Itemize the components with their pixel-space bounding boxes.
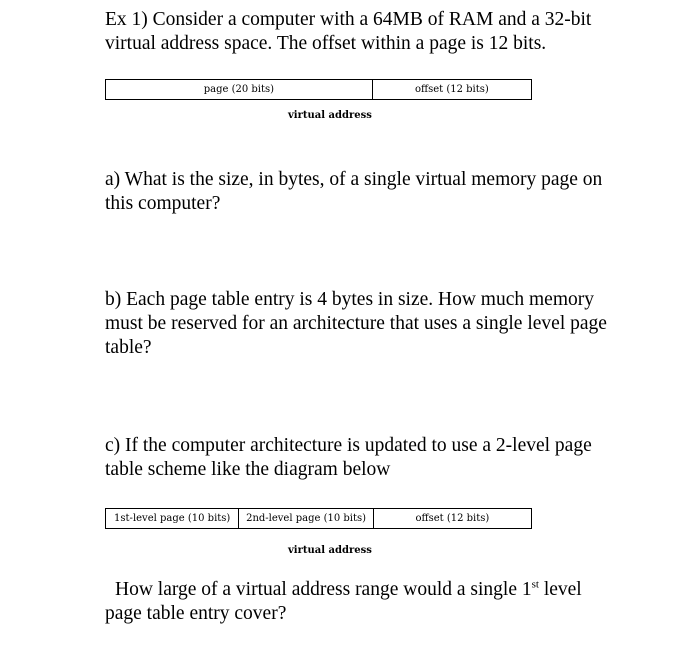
question-c: c) If the computer architecture is updated to use a 2-level page table scheme like the diagram below [105,435,592,480]
two-level-address-diagram [105,508,532,529]
page-field: page (20 bits) [106,80,373,99]
diagram-caption: virtual address [288,545,372,556]
question-c-followup [105,578,605,626]
first-level-page-field: 1st-level page (10 bits) [106,509,239,528]
question-b: b) Each page table entry is 4 bytes in size. How much memory must be reserved for an architecture that uses a single level page table? [105,289,607,358]
diagram-caption: virtual address [288,110,372,121]
second-level-page-field: 2nd-level page (10 bits) [239,509,373,528]
question-text: How large of a virtual address range would a single 1 [115,579,532,600]
question-text-end: level page table entry cover? [105,579,582,624]
question-a: a) What is the size, in bytes, of a single virtual memory page on this computer? [105,169,603,214]
intro-text: Ex 1) Consider a computer with a 64MB of RAM and a 32-bit virtual address space. The offset within a page is 12 bits. [105,9,592,54]
ordinal-superscript: st [531,578,539,591]
offset-field: offset (12 bits) [414,84,489,95]
virtual-address-diagram [105,79,532,100]
offset-field: offset (12 bits) [415,513,490,524]
